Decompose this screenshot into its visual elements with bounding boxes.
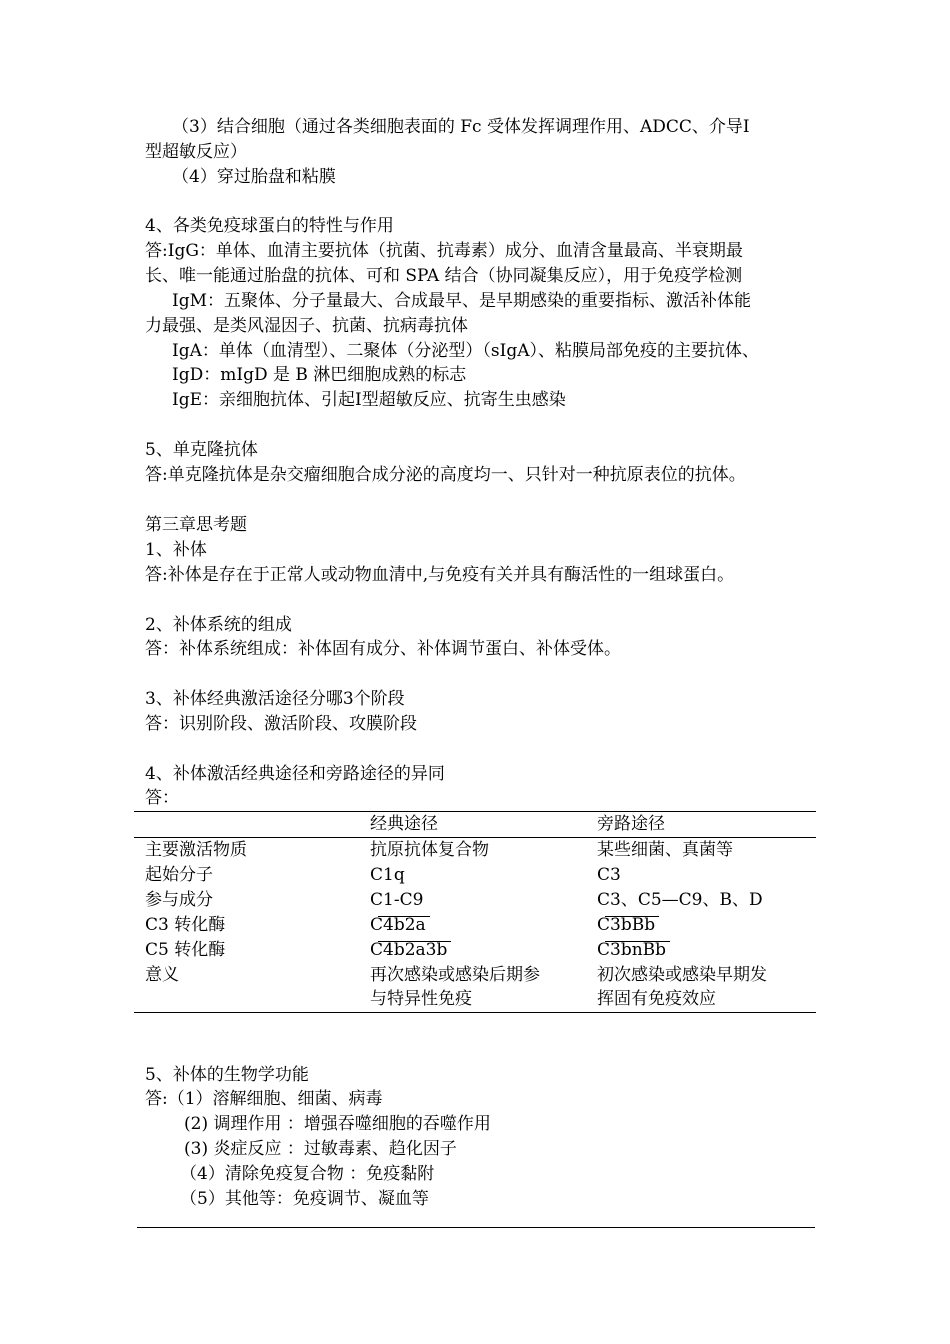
- table-cell: 与特异性免疫: [370, 989, 472, 1009]
- section-heading: 5、单克隆抗体: [145, 440, 258, 460]
- table-cell: 挥固有免疫效应: [597, 989, 716, 1009]
- text-line: IgM：五聚体、分子量最大、合成最早、是早期感染的重要指标、激活补体能: [172, 291, 752, 311]
- table-cell: C3: [597, 865, 621, 885]
- table-header-cell: 旁路途径: [597, 814, 665, 834]
- text-line: （4）清除免疫复合物 ：免疫黏附: [180, 1164, 435, 1184]
- overline-mark: [605, 916, 659, 917]
- table-cell: C3bBb: [597, 914, 655, 936]
- table-cell: 意义: [145, 965, 179, 985]
- text-line: 力最强、是类风湿因子、抗菌、抗病毒抗体: [145, 316, 468, 336]
- table-cell: C5 转化酶: [145, 940, 226, 960]
- section-heading: 1、补体: [145, 540, 207, 560]
- chapter-heading: 第三章思考题: [145, 515, 247, 535]
- table-top-rule: [134, 811, 816, 812]
- text-line: 答:单克隆抗体是杂交瘤细胞合成分泌的高度均一、只针对一种抗原表位的抗体。: [145, 465, 746, 485]
- overline-mark: [378, 941, 451, 942]
- text-line: IgD：mIgD 是 B 淋巴细胞成熟的标志: [172, 365, 467, 385]
- text-line: 答:（1）溶解细胞、细菌、病毒: [145, 1089, 383, 1109]
- text-line: （5）其他等：免疫调节、凝血等: [180, 1189, 429, 1209]
- table-cell: 再次感染或感染后期参: [370, 965, 540, 985]
- text-line: （3）结合细胞（通过各类细胞表面的 Fc 受体发挥调理作用、ADCC、介导Ⅰ: [172, 117, 750, 137]
- section-heading: 5、补体的生物学功能: [145, 1065, 309, 1085]
- table-cell: C4b2a: [370, 914, 426, 936]
- table-bottom-rule: [134, 1012, 816, 1013]
- table-header-cell: 经典途径: [370, 814, 438, 834]
- text-line: 答:IgG：单体、血清主要抗体（抗菌、抗毒素）成分、血清含量最高、半衰期最: [145, 241, 743, 261]
- footer-rule: [137, 1227, 815, 1228]
- section-heading: 4、各类免疫球蛋白的特性与作用: [145, 216, 394, 236]
- text-line: 答:补体是存在于正常人或动物血清中,与免疫有关并具有酶活性的一组球蛋白。: [145, 565, 735, 585]
- text-line: IgE：亲细胞抗体、引起Ⅰ型超敏反应、抗寄生虫感染: [172, 390, 566, 410]
- table-cell: C3bnBb: [597, 939, 666, 961]
- table-cell: C3、C5—C9、B、D: [597, 890, 763, 910]
- text-line: 答：补体系统组成：补体固有成分、补体调节蛋白、补体受体。: [145, 639, 621, 659]
- table-cell: 起始分子: [145, 865, 213, 885]
- table-cell: 某些细菌、真菌等: [597, 840, 733, 860]
- table-cell: 抗原抗体复合物: [370, 840, 489, 860]
- text-line: 答：识别阶段、激活阶段、攻膜阶段: [145, 714, 417, 734]
- text-line: 长、唯一能通过胎盘的抗体、可和 SPA 结合（协同凝集反应），用于免疫学检测: [145, 266, 743, 286]
- table-cell: C1-C9: [370, 890, 424, 910]
- table-cell: C4b2a3b: [370, 939, 447, 961]
- table-header-rule: [134, 837, 816, 838]
- overline-mark: [378, 916, 430, 917]
- text-line: 型超敏反应）: [145, 142, 247, 162]
- text-line: (2) 调理作用 ：增强吞噬细胞的吞噬作用: [184, 1114, 491, 1134]
- table-cell: 参与成分: [145, 890, 213, 910]
- table-cell: C3 转化酶: [145, 915, 226, 935]
- table-cell: 初次感染或感染早期发: [597, 965, 767, 985]
- table-cell: C1q: [370, 865, 405, 885]
- section-heading: 3、补体经典激活途径分哪3个阶段: [145, 689, 405, 709]
- text-line: （4）穿过胎盘和粘膜: [172, 167, 336, 187]
- text-line: 答：: [145, 788, 179, 808]
- overline-mark: [605, 941, 670, 942]
- text-line: (3) 炎症反应 ：过敏毒素、趋化因子: [184, 1139, 457, 1159]
- table-cell: 主要激活物质: [145, 840, 247, 860]
- section-heading: 4、补体激活经典途径和旁路途径的异同: [145, 764, 445, 784]
- section-heading: 2、补体系统的组成: [145, 615, 292, 635]
- text-line: IgA：单体（血清型）、二聚体（分泌型）（sIgA）、粘膜局部免疫的主要抗体、: [172, 341, 759, 361]
